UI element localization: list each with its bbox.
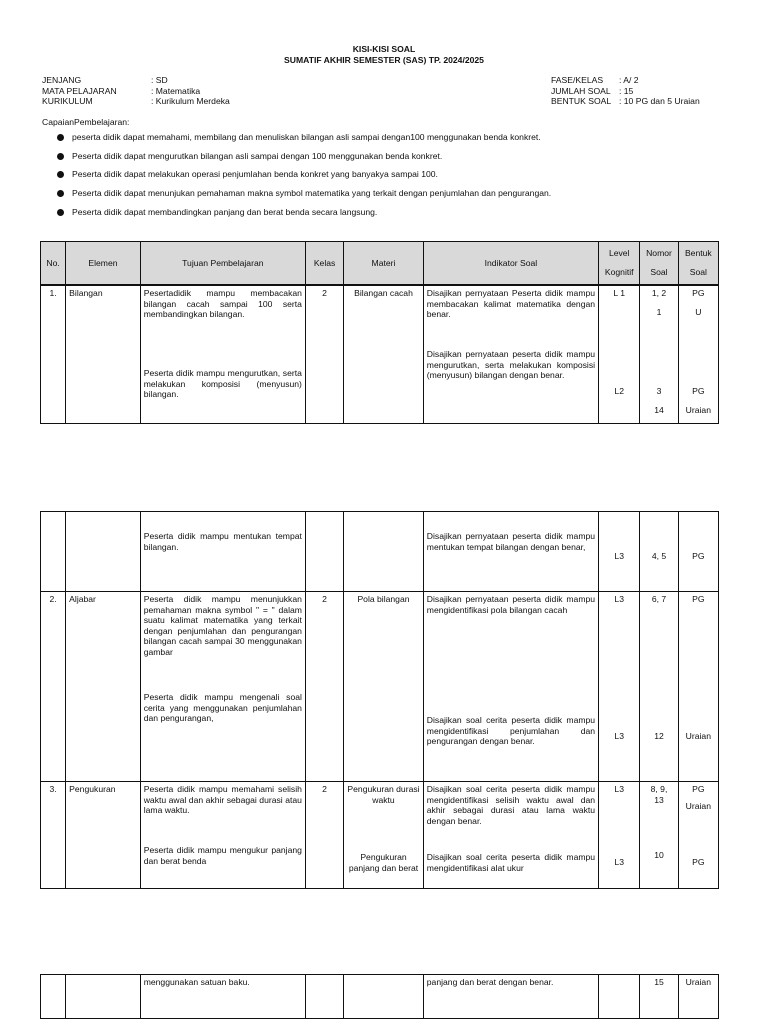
bullet-icon xyxy=(57,190,64,197)
cell-materi xyxy=(344,512,424,592)
meta-value: : Matematika xyxy=(151,85,201,96)
capaian-text: peserta didik dapat memahami, membilang dan menuliskan bilangan asli sampai dengan100 menggunakan benda konkret. xyxy=(72,132,541,142)
cell-level xyxy=(599,975,640,1019)
cell-level xyxy=(599,285,640,423)
meta-row-bentuk xyxy=(551,96,700,107)
cell-kelas: 2 xyxy=(305,592,343,782)
meta-row-jumlah xyxy=(551,86,700,97)
header-level-line1: Level xyxy=(608,248,630,258)
cell-kelas xyxy=(305,512,343,592)
table-row xyxy=(41,782,719,889)
cell-tujuan: menggunakan satuan baku. xyxy=(140,975,305,1019)
indikator-text: Disajikan soal cerita peserta didik mampu mengidentifikasi alat ukur xyxy=(426,852,596,873)
bentuk-text: Uraian xyxy=(685,801,711,811)
meta-key: MATA PELAJARAN xyxy=(42,85,117,96)
meta-value: : 15 xyxy=(619,85,634,96)
level-text: L3 xyxy=(614,551,624,561)
header-level-line2: Kognitif xyxy=(604,267,634,277)
meta-row-jenjang xyxy=(42,75,230,86)
cell-elemen: Pengukuran xyxy=(66,782,141,889)
cell-tujuan xyxy=(140,592,305,782)
cell-nomor xyxy=(640,512,678,592)
nomor-text: 1 xyxy=(656,307,662,317)
bullet-icon xyxy=(57,153,64,160)
kisi-table-page-2 xyxy=(40,511,719,889)
bentuk-text: Uraian xyxy=(685,731,711,741)
header-tujuan: Tujuan Pembelajaran xyxy=(140,242,305,286)
cell-level xyxy=(599,782,640,889)
cell-tujuan xyxy=(140,285,305,423)
bentuk-text: PG xyxy=(692,288,705,298)
meta-key: BENTUK SOAL xyxy=(551,96,612,106)
header-bentuk xyxy=(678,242,718,286)
meta-row-kurikulum xyxy=(42,96,230,107)
indikator-text: Disajikan pernyataan Peserta didik mampu membacakan kalimat matematika dengan benar. xyxy=(426,288,596,319)
cell-materi xyxy=(344,975,424,1019)
level-text: L 1 xyxy=(613,288,626,298)
bentuk-text: Uraian xyxy=(685,405,711,415)
nomor-text: 14 xyxy=(654,405,664,415)
nomor-text: 1, 2 xyxy=(651,288,667,298)
bullet-icon xyxy=(57,134,64,141)
nomor-text: 8, 9, 13 xyxy=(650,784,668,805)
capaian-item xyxy=(57,169,438,179)
cell-no: 2. xyxy=(41,592,66,782)
cell-bentuk xyxy=(678,592,718,782)
capaian-item xyxy=(57,151,442,161)
meta-left xyxy=(42,75,230,107)
meta-key: FASE/KELAS xyxy=(551,75,604,85)
bullet-icon xyxy=(57,209,64,216)
tujuan-text: Peserta didik mampu mengukur panjang dan berat benda xyxy=(143,845,302,866)
cell-elemen: Aljabar xyxy=(66,592,141,782)
meta-key: JUMLAH SOAL xyxy=(551,85,611,96)
cell-no xyxy=(41,975,66,1019)
document-title: KISI-KISI SOAL xyxy=(352,44,416,54)
capaian-item xyxy=(57,207,377,217)
meta-right xyxy=(551,75,700,107)
cell-indikator: panjang dan berat dengan benar. xyxy=(423,975,598,1019)
bentuk-text: PG xyxy=(692,551,705,561)
header-nomor xyxy=(640,242,678,286)
meta-row-mapel xyxy=(42,86,230,97)
table-row xyxy=(41,285,719,423)
indikator-text: Disajikan pernyataan peserta didik mampu mengidentifikasi pola bilangan cacah xyxy=(426,594,596,615)
level-text: L3 xyxy=(614,857,624,867)
indikator-text: Disajikan pernyataan peserta didik mampu mengurutkan, serta melakukan komposisi (menyusun) bilangan dengan benar. xyxy=(426,349,596,380)
capaian-heading: CapaianPembelajaran: xyxy=(42,117,130,127)
nomor-text: 10 xyxy=(654,850,664,860)
capaian-text: Peserta didik dapat mengurutkan bilangan asli sampai dengan 100 menggunakan benda konkret. xyxy=(72,151,443,161)
cell-no: 1. xyxy=(41,285,66,423)
cell-elemen: Bilangan xyxy=(66,285,141,423)
cell-kelas: 2 xyxy=(305,285,343,423)
indikator-text: Disajikan soal cerita peserta didik mampu mengidentifikasi penjumlahan dan pengurangan dengan benar. xyxy=(426,715,596,746)
bentuk-text: PG xyxy=(692,594,705,604)
bullet-icon xyxy=(57,171,64,178)
capaian-text: Peserta didik dapat membandingkan panjang dan berat benda secara langsung. xyxy=(72,207,378,217)
header-no: No. xyxy=(41,242,66,286)
materi-text: Pengukuran durasi waktu xyxy=(347,784,420,805)
table-row xyxy=(41,592,719,782)
document-subtitle: SUMATIF AKHIR SEMESTER (SAS) TP. 2024/2025 xyxy=(284,55,484,65)
tujuan-text: Pesertadidik mampu membacakan bilangan cacah sampai 100 serta membandingkan bilangan. xyxy=(143,288,302,319)
cell-no xyxy=(41,512,66,592)
cell-tujuan xyxy=(140,512,305,592)
nomor-text: 6, 7 xyxy=(651,594,667,604)
cell-bentuk xyxy=(678,285,718,423)
meta-value: : Kurikulum Merdeka xyxy=(151,96,230,106)
bentuk-text: PG xyxy=(692,857,705,867)
meta-value: : 10 PG dan 5 Uraian xyxy=(619,96,700,106)
level-text: L3 xyxy=(614,731,624,741)
cell-kelas: 2 xyxy=(305,782,343,889)
header-indikator: Indikator Soal xyxy=(423,242,598,286)
meta-key: KURIKULUM xyxy=(42,96,93,106)
cell-bentuk xyxy=(678,512,718,592)
cell-elemen xyxy=(66,975,141,1019)
header-nomor-line2: Soal xyxy=(650,267,668,277)
cell-no: 3. xyxy=(41,782,66,889)
cell-indikator xyxy=(423,592,598,782)
header-materi: Materi xyxy=(344,242,424,286)
cell-indikator xyxy=(423,782,598,889)
capaian-item xyxy=(57,188,551,198)
header-elemen: Elemen xyxy=(66,242,141,286)
table-header-row xyxy=(41,242,719,286)
cell-level xyxy=(599,512,640,592)
cell-elemen xyxy=(66,512,141,592)
bentuk-text: U xyxy=(695,307,702,317)
table-row xyxy=(41,975,719,1019)
level-text: L2 xyxy=(614,386,624,396)
tujuan-text: Peserta didik mampu menunjukkan pemahaman makna symbol " = " dalam suatu kalimat matematika yang terkait dengan penjumlahan dan pengurangan bilangan cacah sampai 30 menggunakan gambar xyxy=(143,594,302,657)
nomor-text: 4, 5 xyxy=(651,551,667,561)
capaian-text: Peserta didik dapat menunjukan pemahaman makna symbol matematika yang terkait dengan penjumlahan dan pengurangan. xyxy=(72,188,552,198)
header-level xyxy=(599,242,640,286)
nomor-text: 3 xyxy=(656,386,662,396)
cell-indikator xyxy=(423,285,598,423)
capaian-item xyxy=(57,132,541,142)
cell-kelas xyxy=(305,975,343,1019)
indikator-text: Disajikan soal cerita peserta didik mampu mengidentifikasi selisih waktu awal dan akhir sebagai durasi atau lama waktu dengan benar. xyxy=(426,784,596,826)
header-bentuk-line1: Bentuk xyxy=(684,248,712,258)
header-bentuk-line2: Soal xyxy=(689,267,707,277)
kisi-table-page-3 xyxy=(40,974,719,1019)
meta-row-fase xyxy=(551,75,700,86)
tujuan-text: Peserta didik mampu memahami selisih waktu awal dan akhir sebagai durasi atau lama waktu. xyxy=(143,784,302,815)
table-row xyxy=(41,512,719,592)
tujuan-text: Peserta didik mampu mengenali soal cerita yang menggunakan penjumlahan dan pengurangan, xyxy=(143,692,302,723)
cell-nomor: 15 xyxy=(640,975,678,1019)
materi-text: Pengukuran panjang dan berat xyxy=(348,852,419,873)
cell-bentuk: Uraian xyxy=(678,975,718,1019)
meta-key: JENJANG xyxy=(42,75,82,85)
cell-materi xyxy=(344,782,424,889)
cell-materi: Pola bilangan xyxy=(344,592,424,782)
level-text: L3 xyxy=(614,594,624,604)
nomor-text: 12 xyxy=(654,731,664,741)
cell-indikator xyxy=(423,512,598,592)
cell-nomor xyxy=(640,592,678,782)
cell-nomor xyxy=(640,285,678,423)
level-text: L3 xyxy=(614,784,624,794)
kisi-table-page-1 xyxy=(40,241,719,424)
header-kelas: Kelas xyxy=(305,242,343,286)
cell-materi: Bilangan cacah xyxy=(344,285,424,423)
meta-value: : A/ 2 xyxy=(619,75,639,85)
indikator-text: Disajikan pernyataan peserta didik mampu mentukan tempat bilangan dengan benar, xyxy=(426,531,596,552)
tujuan-text: Peserta didik mampu mentukan tempat bilangan. xyxy=(143,531,302,552)
bentuk-text: PG xyxy=(692,386,705,396)
cell-level xyxy=(599,592,640,782)
meta-value: : SD xyxy=(151,75,168,85)
cell-tujuan xyxy=(140,782,305,889)
cell-nomor xyxy=(640,782,678,889)
bentuk-text: PG xyxy=(692,784,705,794)
tujuan-text: Peserta didik mampu mengurutkan, serta melakukan komposisi (menyusun) bilangan. xyxy=(143,368,302,399)
capaian-text: Peserta didik dapat melakukan operasi penjumlahan benda konkret yang banyakya sampai 100. xyxy=(72,169,438,179)
header-nomor-line1: Nomor xyxy=(646,248,672,258)
cell-bentuk xyxy=(678,782,718,889)
